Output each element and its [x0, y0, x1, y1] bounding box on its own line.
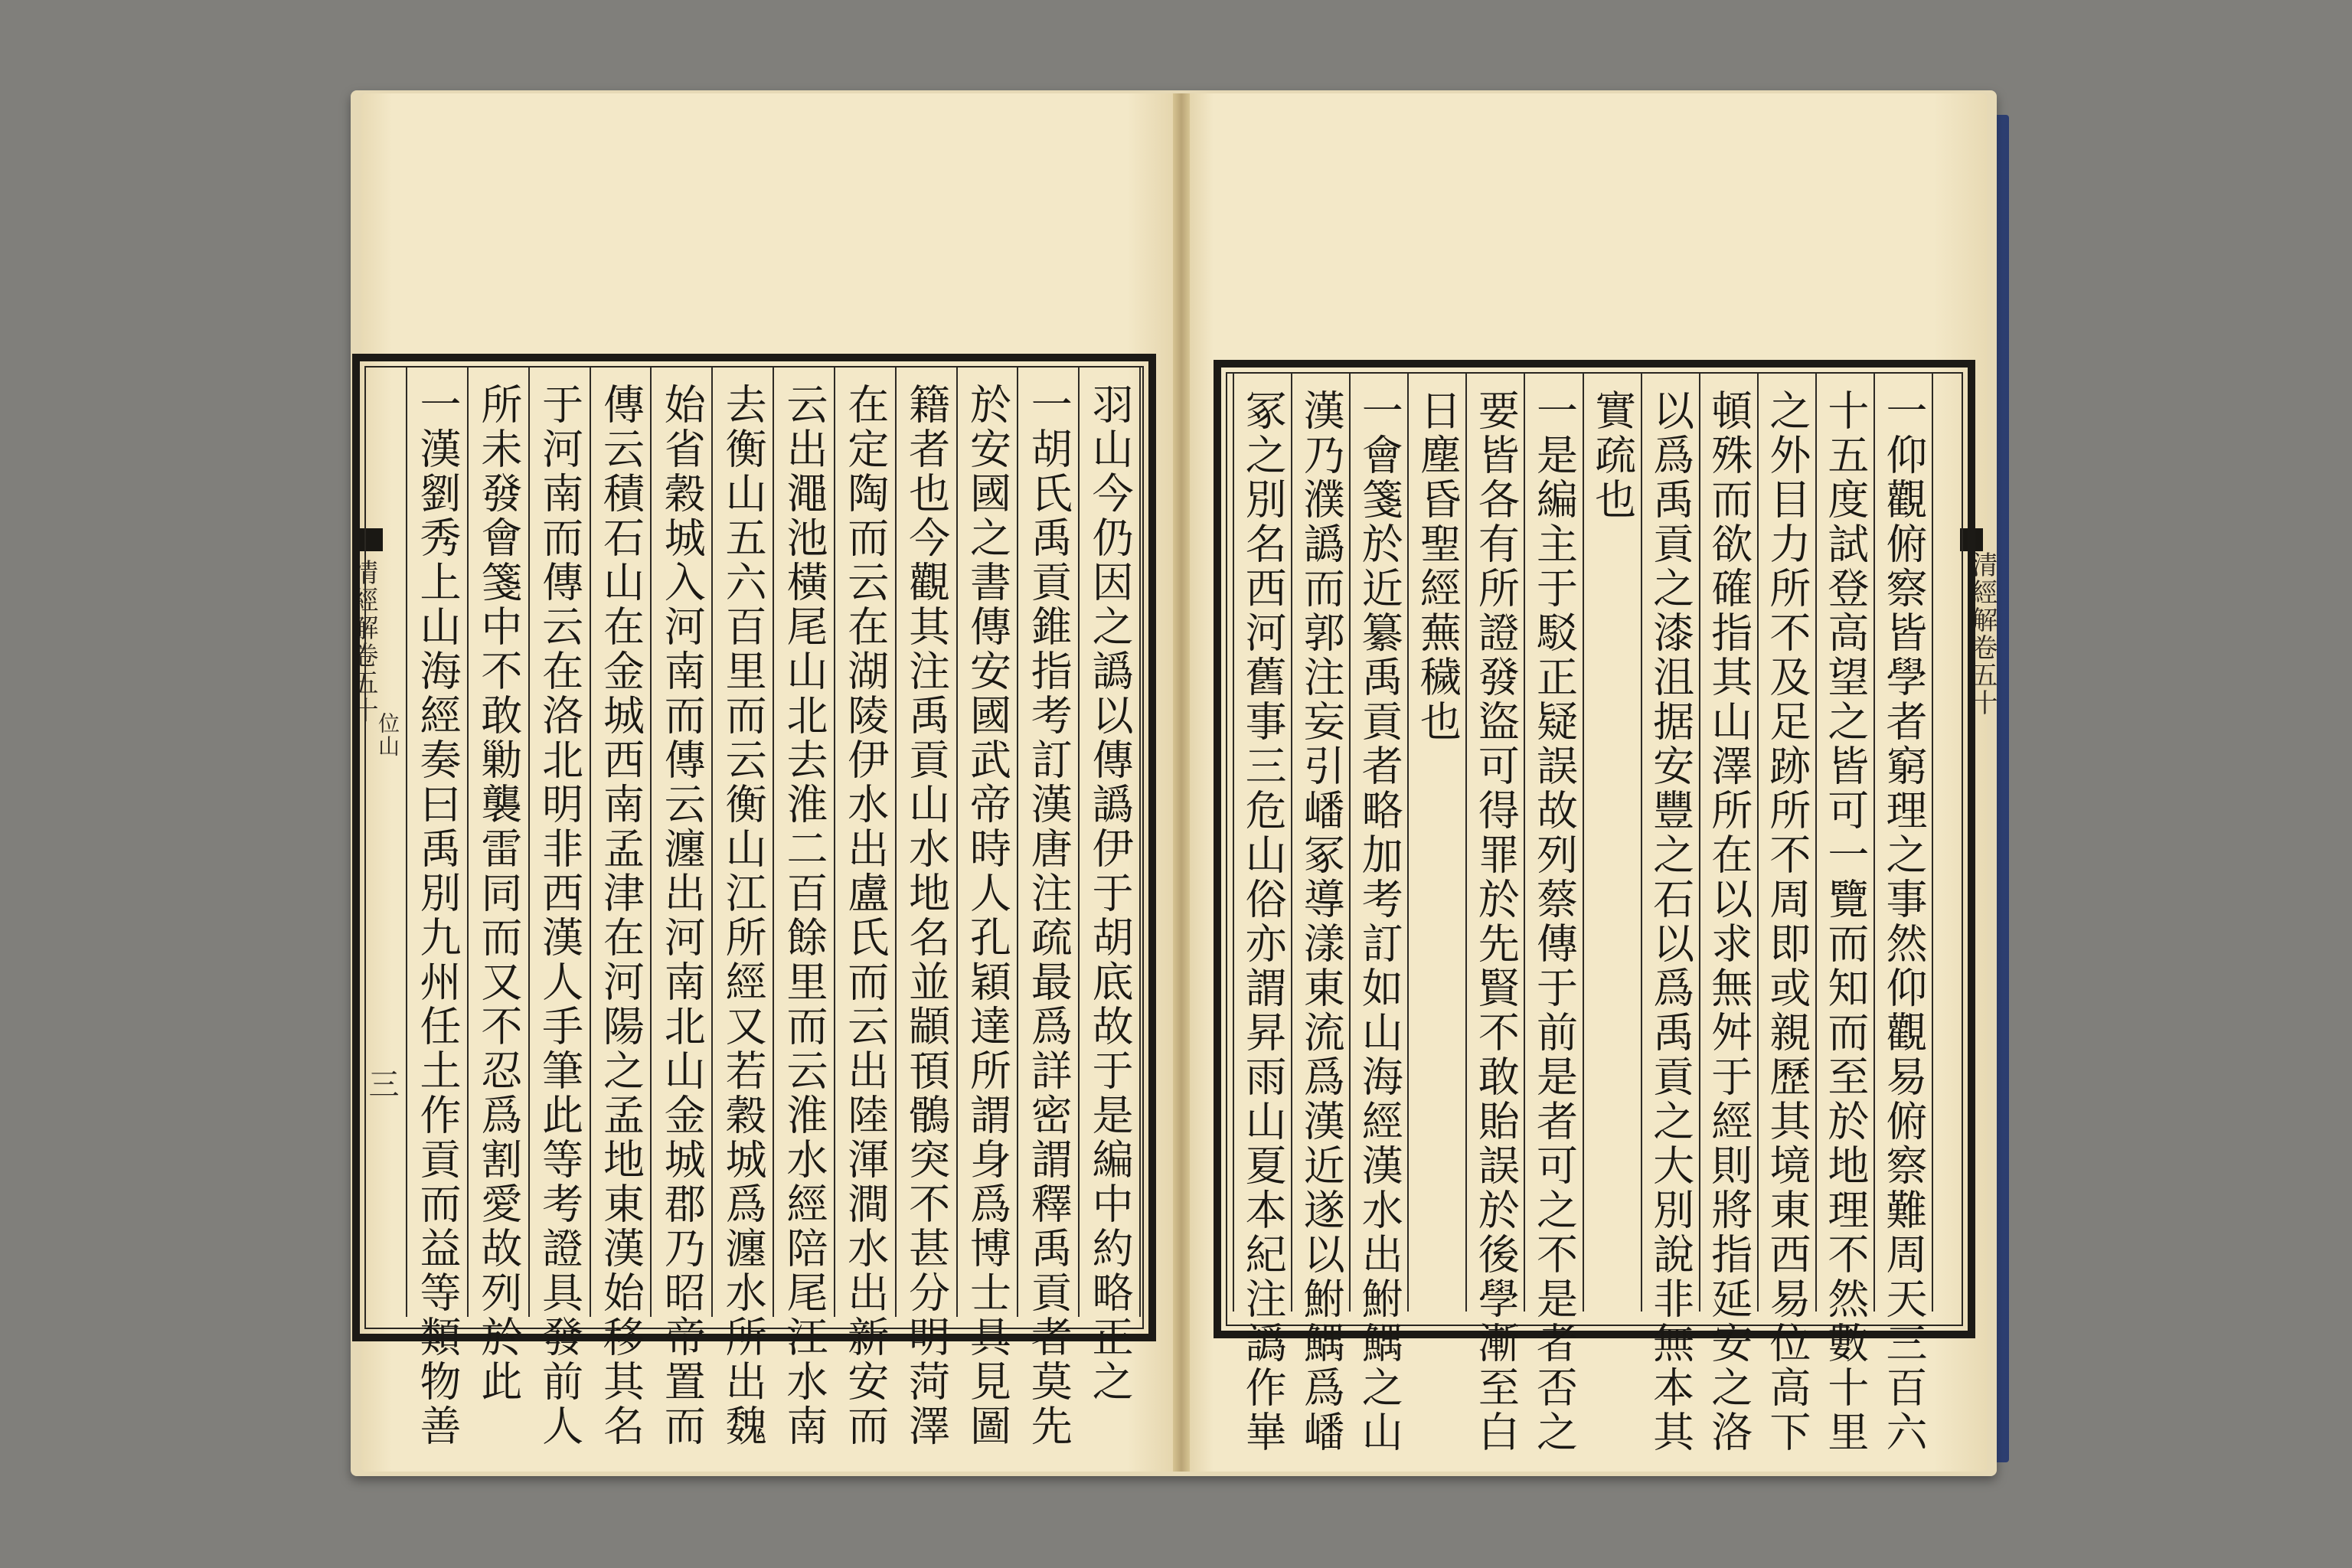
text-column: 頓殊而欲確指其山澤所在以求無舛于經則將指延安之洛 — [1700, 374, 1759, 1312]
text-column: 一是編主于駁正疑誤故列蔡傳于前是者可之不是者否之 — [1525, 374, 1583, 1312]
text-column: 羽山今仍因之譌以傳譌伊于胡底故于是編中約略正之 — [1080, 368, 1141, 1317]
text-column: 以爲禹貢之漆沮据安豐之石以爲禹貢之大別說非無本其 — [1642, 374, 1700, 1312]
text-column: 于河南而傳云在洛北明非西漢人手筆此等考證具發前人 — [530, 368, 591, 1317]
book-gutter — [1173, 93, 1190, 1472]
text-column: 在定陶而云在湖陵伊水出盧氏而云出陸渾澗水出新安而 — [835, 368, 897, 1317]
right-text-columns — [1233, 374, 1933, 1455]
right-fold-title: 清經解卷五十 — [1967, 551, 1998, 717]
left-page-number: 三 — [364, 1068, 399, 1100]
text-column: 籍者也今觀其注禹貢山水地名並顓頇鶻突不甚分明菏澤 — [897, 368, 958, 1317]
text-column: 云出澠池橫尾山北去淮二百餘里而云淮水經陪尾江水南 — [774, 368, 835, 1317]
text-column: 一會箋於近纂禹貢者略加考訂如山海經漢水出鮒鰅之山 — [1351, 374, 1409, 1312]
text-column: 十五度試登高望之皆可一覽而知而至於地理不然數十里 — [1817, 374, 1875, 1312]
text-column: 一胡氏禹貢錐指考訂漢唐注疏最爲詳密謂釋禹貢者莫先 — [1018, 368, 1080, 1317]
left-fold-subtitle: 位山 — [375, 712, 400, 758]
text-column: 去衡山五六百里而云衡山江所經又若穀城爲瀍水所出魏 — [713, 368, 774, 1317]
left-text-columns — [406, 368, 1141, 1449]
text-column: 一漢劉秀上山海經奏曰禹別九州任土作貢而益等類物善 — [406, 368, 469, 1317]
text-column: 實疏也 — [1584, 374, 1642, 1312]
text-column: 日塵昏聖經蕪穢也 — [1409, 374, 1467, 1312]
text-column: 於安國之書傳安國武帝時人孔穎達所謂身爲博士具見圖 — [958, 368, 1019, 1317]
text-column: 冢之別名西河舊事三危山俗亦謂昇雨山夏本紀注譌作崋 — [1233, 374, 1292, 1312]
left-fold-title: 清經解卷五十 — [348, 559, 378, 724]
text-column: 漢乃濮譌而郭注妄引嶓冢導漾東流爲漢近遂以鮒鰅爲嶓 — [1292, 374, 1351, 1312]
text-column: 一仰觀俯察皆學者窮理之事然仰觀易俯察難周天三百六 — [1875, 374, 1933, 1312]
text-column: 之外目力所不及足跡所不周即或親歷其境東西易位高下 — [1759, 374, 1817, 1312]
text-column: 所未發會箋中不敢勦襲雷同而又不忍爲割愛故列於此 — [469, 368, 530, 1317]
text-column: 傳云積石山在金城西南孟津在河陽之孟地東漢始移其名 — [591, 368, 652, 1317]
text-column: 始省穀城入河南而傳云瀍出河南北山金城郡乃昭帝置而 — [652, 368, 713, 1317]
text-column: 要皆各有所證發盜可得罪於先賢不敢貽誤於後學漸至白 — [1467, 374, 1525, 1312]
